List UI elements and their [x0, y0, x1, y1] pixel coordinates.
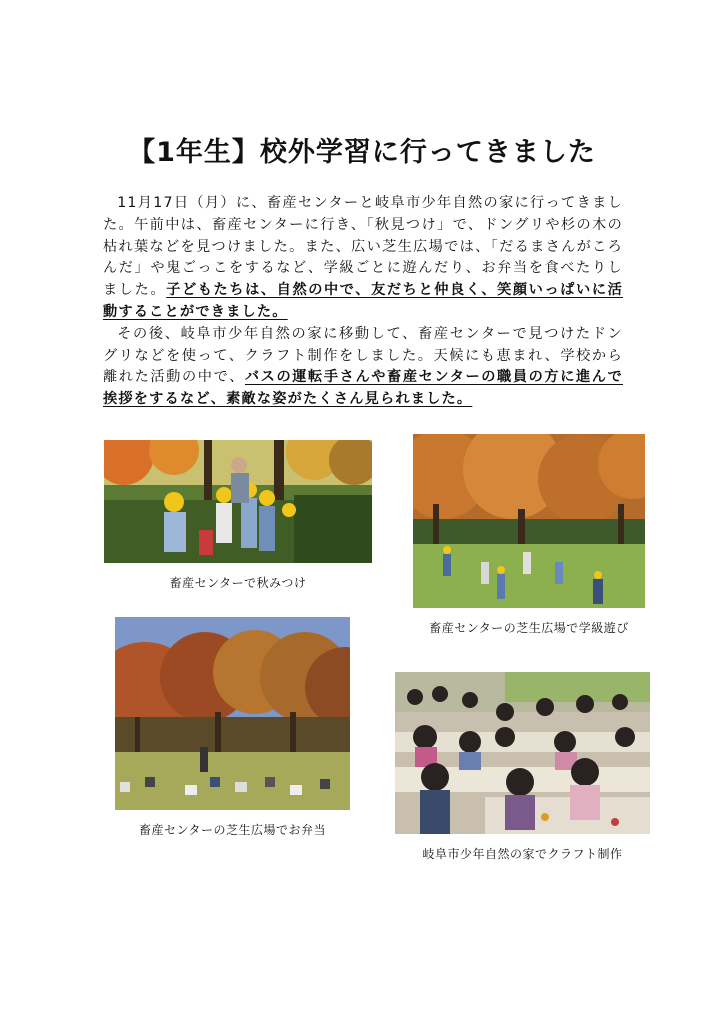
- paragraph-2-highlight: バスの運転手さんや畜産センターの職員の方に進んで挨拶をするなど、素敵な姿がたくさん見られました。: [103, 369, 623, 408]
- photo-autumn-search: [104, 440, 372, 563]
- paragraph-1-highlight: 子どもたちは、自然の中で、友だちと仲良く、笑顔いっぱいに活動することができました。: [103, 282, 623, 320]
- paragraph-1: [103, 193, 623, 324]
- article-body: [103, 193, 623, 411]
- photo-caption-2: 畜産センターの芝生広場で学級遊び: [429, 621, 629, 635]
- photo-lunch: [115, 617, 350, 810]
- paragraph-1-text: 11月17日（月）に、畜産センターと岐阜市少年自然の家に行ってきました。午前中は、畜産センターに行き、「秋見つけ」で、ドングリや杉の木の枯れ葉などを見つけました。また、広い芝生広場では、「だるまさんがころんだ」や鬼ごっこをするなど、学級ごとに遊んだり、お弁当を食べたりしました。: [103, 195, 623, 299]
- photo-class-games: [413, 434, 645, 608]
- page-title: 【1年生】校外学習に行ってきました: [128, 137, 596, 168]
- photo-caption-4: 岐阜市少年自然の家でクラフト制作: [422, 847, 623, 861]
- paragraph-2-text: その後、岐阜市少年自然の家に移動して、畜産センターで見つけたドングリなどを使って、クラフト制作をしました。天候にも恵まれ、学校から離れた活動の中で、: [103, 325, 623, 386]
- photo-caption-1: 畜産センターで秋みつけ: [169, 576, 307, 590]
- photo-craft: [395, 672, 650, 834]
- paragraph-2: [103, 324, 623, 411]
- photo-caption-3: 畜産センターの芝生広場でお弁当: [138, 823, 327, 837]
